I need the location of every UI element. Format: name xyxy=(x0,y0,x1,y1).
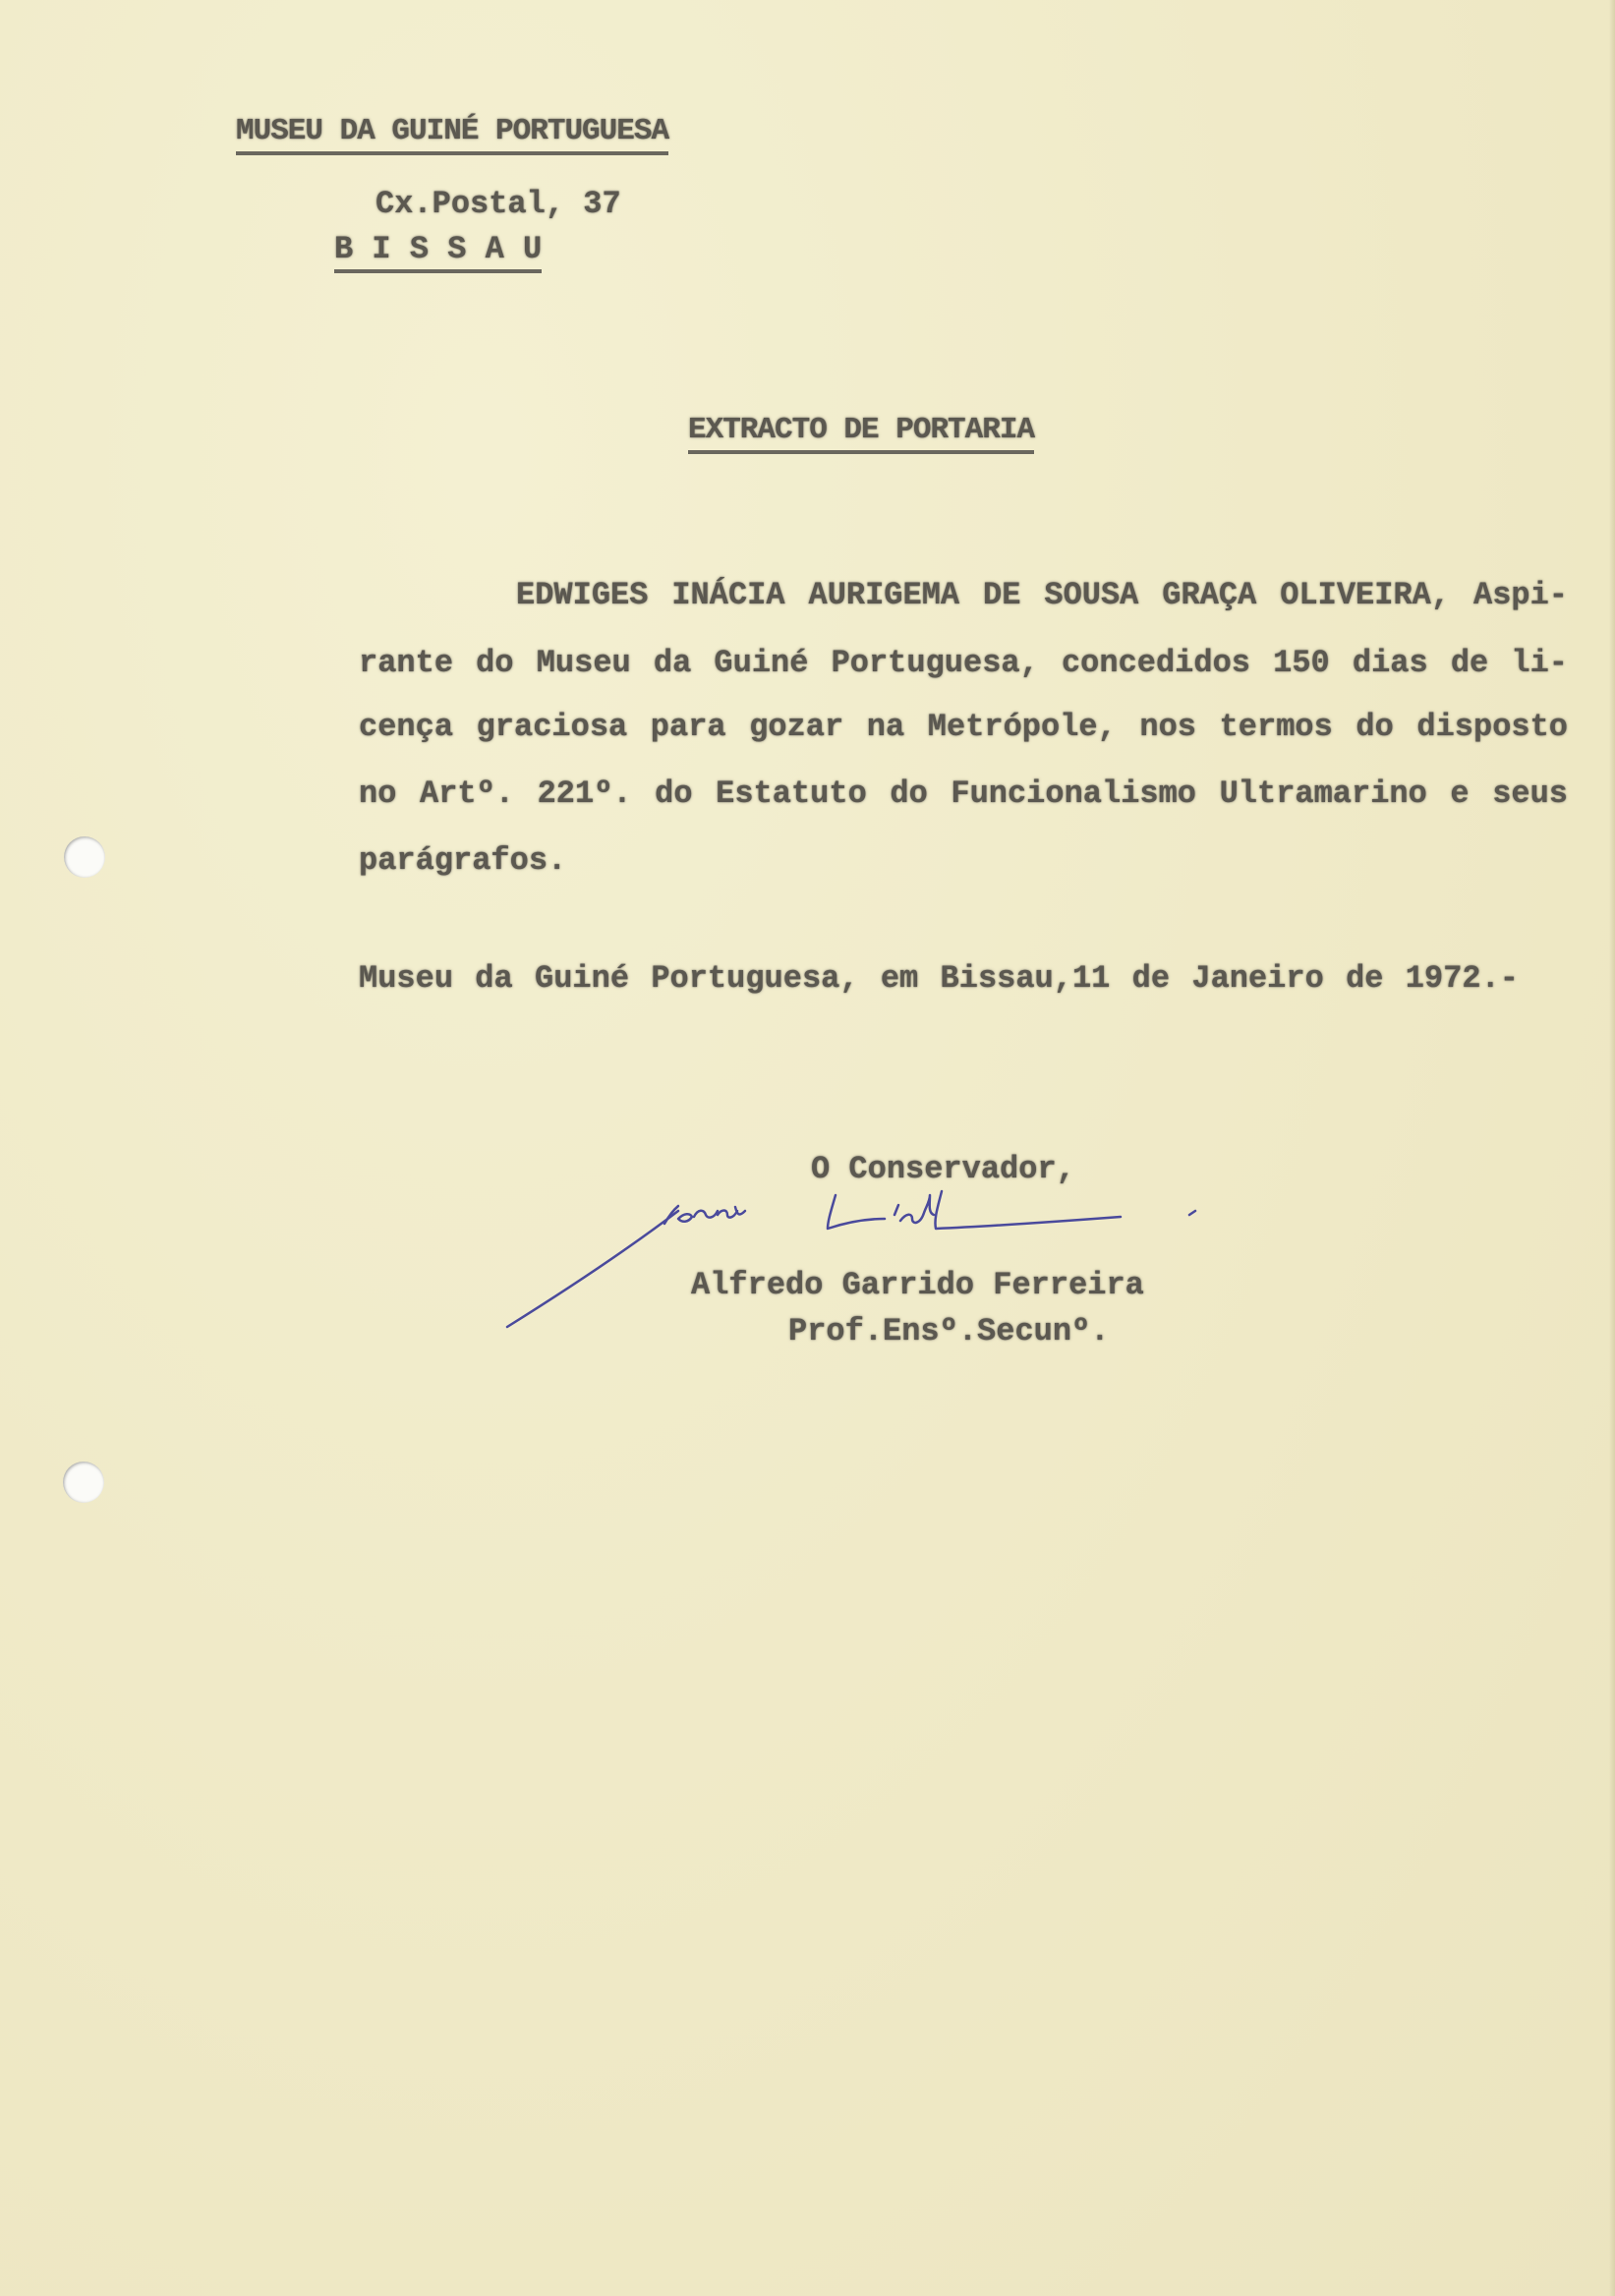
institution-header: MUSEU DA GUINÉ PORTUGUESA xyxy=(236,114,668,155)
body-line: no Artº. 221º. do Estatuto do Funcionalismo Ultramarino e seus xyxy=(359,775,1568,812)
postal-box: Cx.Postal, 37 xyxy=(375,186,621,222)
body-line: EDWIGES INÁCIA AURIGEMA DE SOUSA GRAÇA OLIVEIRA, Aspi- xyxy=(516,577,1568,613)
document-title: EXTRACTO DE PORTARIA xyxy=(688,413,1034,454)
signatory-credentials: Prof.Ensº.Secunº. xyxy=(788,1313,1110,1349)
signatory-role: O Conservador, xyxy=(811,1151,1075,1187)
body-line: cença graciosa para gozar na Metrópole, nos termos do disposto xyxy=(359,709,1568,745)
signatory-name: Alfredo Garrido Ferreira xyxy=(691,1267,1144,1303)
body-line: rante do Museu da Guiné Portuguesa, concedidos 150 dias de li- xyxy=(359,645,1568,681)
date-line: Museu da Guiné Portuguesa, em Bissau,11 de Janeiro de 1972.- xyxy=(359,960,1519,997)
body-line: parágrafos. xyxy=(359,842,567,879)
city: B I S S A U xyxy=(334,232,542,273)
